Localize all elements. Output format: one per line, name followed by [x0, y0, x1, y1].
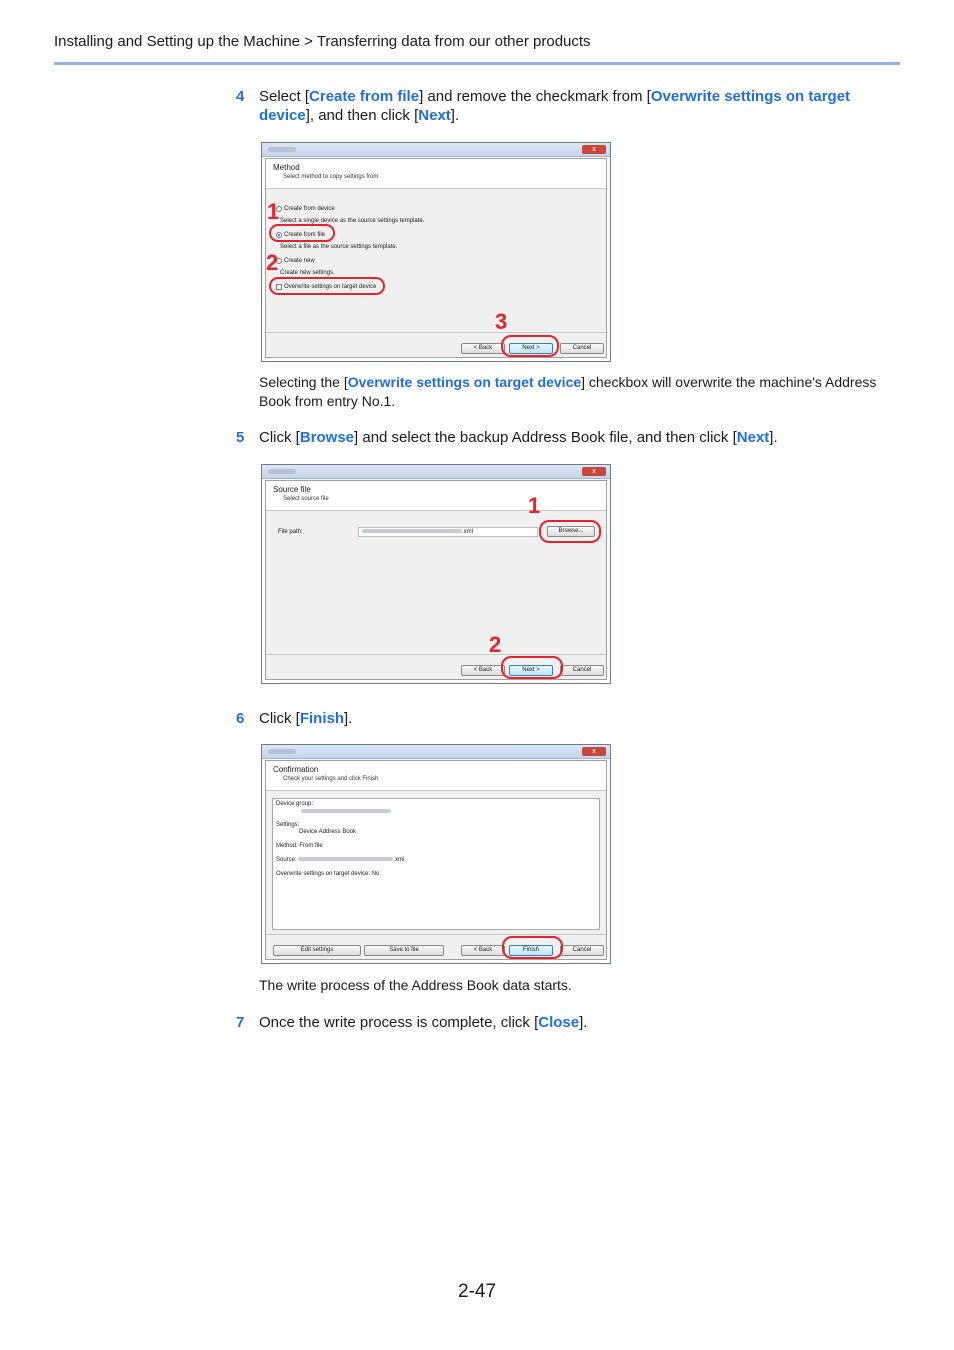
keyword-next: Next — [418, 107, 451, 124]
highlight-overwrite-checkbox — [269, 277, 385, 295]
highlight-create-from-file — [269, 224, 335, 242]
highlight-next-button — [501, 656, 563, 679]
callout-number: 1 — [267, 199, 280, 224]
dialog-subheading: Select method to copy settings from — [283, 174, 379, 180]
blurred-path — [362, 529, 462, 533]
method-line: Method: From file — [276, 843, 323, 849]
step-text — [259, 709, 900, 728]
callout-number: 1 — [528, 493, 541, 518]
dialog-header-panel — [266, 481, 606, 511]
blurred-window-title — [268, 749, 296, 754]
text-segment: Selecting the [ — [259, 374, 348, 390]
option-label: Create from file — [284, 232, 326, 238]
text-segment: ] and remove the checkmark from [ — [419, 88, 651, 105]
source-label: Source: — [276, 857, 297, 863]
dialog-titlebar — [262, 465, 610, 479]
dialog-heading: Method — [273, 163, 300, 172]
blurred-path — [298, 857, 393, 861]
source-line — [276, 857, 404, 863]
file-path-label: File path: — [278, 529, 303, 535]
option-description: Create new settings. — [280, 270, 335, 276]
keyword-close: Close — [538, 1014, 580, 1031]
settings-label: Settings: — [276, 822, 300, 828]
cancel-button[interactable]: Cancel — [560, 665, 604, 676]
edit-settings-button[interactable]: Edit settings — [273, 945, 361, 956]
keyword-finish: Finish — [299, 710, 345, 727]
dialog-titlebar — [262, 745, 610, 759]
back-button[interactable]: < Back — [461, 945, 505, 956]
step-number: 6 — [236, 710, 245, 727]
settings-value: Device Address Book — [299, 829, 357, 835]
highlight-browse-button — [539, 520, 601, 543]
dialog-heading: Confirmation — [273, 765, 319, 774]
text-segment: ]. — [450, 107, 460, 124]
blurred-value — [301, 809, 391, 813]
text-segment: Click [ — [259, 429, 300, 446]
checkbox-label: Overwrite settings on target device — [284, 284, 377, 290]
cancel-button[interactable]: Cancel — [560, 343, 604, 354]
dialog-header-panel — [266, 159, 606, 189]
step-text — [259, 87, 900, 125]
next-button[interactable]: Next > — [509, 343, 553, 354]
close-button[interactable]: x — [582, 747, 606, 756]
dialog-header-panel — [266, 761, 606, 791]
dialog-body — [265, 158, 607, 358]
note-overwrite — [259, 373, 899, 411]
back-button[interactable]: < Back — [461, 343, 505, 354]
keyword-overwrite-settings: Overwrite settings on target device — [259, 88, 851, 124]
step-4 — [236, 87, 900, 125]
blurred-window-title — [268, 469, 296, 474]
text-segment: ]. — [769, 429, 778, 446]
dialog-body — [265, 480, 607, 680]
breadcrumb: Installing and Setting up the Machine > Transferring data from our other products — [54, 33, 591, 50]
text-segment: ], and then click [ — [305, 107, 419, 124]
step-6 — [236, 709, 900, 728]
step-text — [259, 1013, 900, 1032]
keyword-create-from-file: Create from file — [309, 88, 420, 105]
highlight-next-button — [501, 335, 559, 357]
text-segment: Click [ — [259, 710, 300, 727]
text-segment: ] checkbox will overwrite the machine's Address Book from entry No.1. — [259, 374, 877, 409]
file-extension: .xml — [393, 857, 405, 863]
option-label: Create new — [284, 258, 315, 264]
dialog-titlebar — [262, 143, 610, 157]
device-group-value — [301, 809, 391, 815]
text-segment: Select [ — [259, 88, 310, 105]
back-button[interactable]: < Back — [461, 665, 505, 676]
step-text — [259, 428, 900, 447]
confirmation-dialog-screenshot — [261, 744, 611, 964]
dialog-subheading: Select source file — [283, 496, 329, 502]
text-segment: Once the write process is complete, click [ — [259, 1014, 539, 1031]
source-file-dialog-screenshot — [261, 464, 611, 684]
file-extension: .xml — [462, 529, 473, 535]
note-write-process: The write process of the Address Book data starts. — [259, 977, 572, 993]
step-5 — [236, 428, 900, 447]
keyword-browse: Browse — [299, 429, 355, 446]
next-button[interactable]: Next > — [509, 665, 553, 676]
callout-number: 2 — [489, 632, 502, 657]
text-segment: ]. — [579, 1014, 588, 1031]
divider — [266, 934, 606, 935]
callout-number: 2 — [266, 250, 279, 275]
device-group-label: Device group: — [276, 801, 314, 807]
browse-button[interactable]: Browse... — [547, 526, 595, 537]
step-number: 7 — [236, 1014, 245, 1031]
option-label: Create from device — [284, 206, 335, 212]
dialog-heading: Source file — [273, 485, 311, 494]
keyword-next: Next — [736, 429, 770, 446]
callout-number: 3 — [495, 309, 508, 334]
option-description: Select a single device as the source settings template. — [280, 218, 425, 224]
settings-summary — [272, 798, 600, 930]
close-button[interactable]: x — [582, 467, 606, 476]
dialog-body — [265, 760, 607, 960]
finish-button[interactable]: Finish — [509, 945, 553, 956]
step-number: 5 — [236, 429, 245, 446]
divider — [266, 332, 606, 333]
step-number: 4 — [236, 88, 245, 105]
overwrite-line: Overwrite settings on target device: No — [276, 871, 380, 877]
step-7 — [236, 1013, 900, 1032]
cancel-button[interactable]: Cancel — [560, 945, 604, 956]
keyword-overwrite-settings: Overwrite settings on target device — [347, 374, 582, 390]
page-number: 2-47 — [458, 1281, 497, 1302]
dialog-subheading: Check your settings and click Finish — [283, 776, 379, 782]
close-button[interactable]: x — [582, 145, 606, 154]
text-segment: ]. — [344, 710, 353, 727]
highlight-finish-button — [502, 936, 563, 959]
method-dialog-screenshot — [261, 142, 611, 362]
blurred-window-title — [268, 147, 296, 152]
file-path-input[interactable] — [358, 527, 538, 537]
divider — [266, 654, 606, 655]
option-description: Select a file as the source settings template. — [280, 244, 398, 250]
header-divider — [54, 62, 900, 65]
text-segment: ] and select the backup Address Book file, and then click [ — [354, 429, 737, 446]
save-to-file-button[interactable]: Save to file — [364, 945, 444, 956]
